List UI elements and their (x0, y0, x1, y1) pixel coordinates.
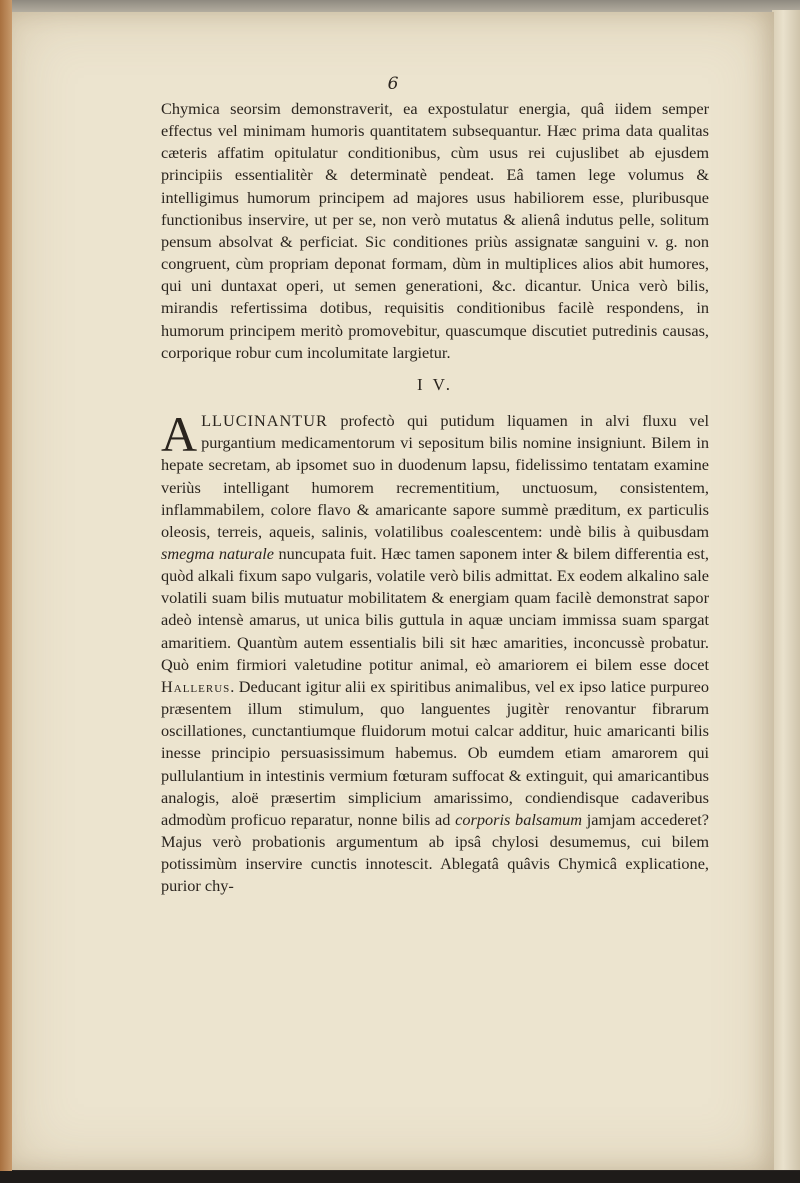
page-text (161, 98, 709, 897)
paragraph-2 (161, 406, 709, 897)
page-sheet (12, 12, 774, 1170)
lead-word: LLUCINANTUR (201, 411, 328, 431)
paragraph-2-part-1: profectò qui putidum liquamen in alvi fluxu vel purgantium medicamentorum vi sepositum bilis nomine insigniunt. Bilem in hepate secretam, ab ipsomet suo in duodenum lapsu, fidelissimo tentatam examine veriùs intelligant humorem recrementitium, unctuosum, consistentem, inflammabilem, colore flavo & amaricante sapore summè præditum, ex particulis oleosis, terreis, aqueis, salinis, volatilibus coalescentem: undè bilis à quibusdam (161, 411, 709, 541)
paragraph-2-part-2: nuncupata fuit. Hæc tamen saponem inter & bilem differentia est, quòd alkali fixum sapo vulgaris, volatile verò bilis admittat. Ex eodem alkalino sale volatili suam bilis mutuatur mobilitatem & energiam quam facilè demonstrat sapor adeò intensè amarus, ut unica bilis guttula in aquæ unciam immissa suam spargat amaritiem. Quantùm autem essentialis bili sit hæc amarities, inconcussè probatur. Quò enim firmiori valetudine potitur animal, eò amariorem ei bilem esse docet (161, 543, 709, 674)
author-name: Hallerus (161, 676, 231, 696)
book-bottom-edge (0, 1171, 800, 1183)
book-spine-edge (0, 0, 12, 1183)
italic-term-balsamum: corporis balsamum (455, 809, 582, 829)
page-stack-edge (772, 10, 800, 1170)
section-heading: I V. (417, 374, 453, 394)
paragraph-2-part-4: jamjam accederet? Majus verò probationis argumentum ab ipsâ chylosi desumemus, cui bilem potissimùm inservire cunctis innotescit. Ablegatâ quâvis Chymicâ explicatione, purior chy- (161, 809, 709, 896)
paragraph-2-part-3: . Deducant igitur alii ex spiritibus animalibus, vel ex ipso latice purpureo præsentem illum stimulum, quo languentes jugitèr renovantur fibrarum oscillationes, cunctantiumque fluidorum motui calcar additur, huic amaricanti bilis inesse principio persuasissimum habemus. Ob eumdem etiam amarorem qui pullulantium in intestinis vermium fœturam suffocat & extinguit, qui amaricantibus analogis, aloë præsertim simplicium amarissimo, condiendisque cadaveribus admodùm proficuo reparatur, nonne bilis ad (161, 676, 709, 829)
paragraph-1: Chymica seorsim demonstraverit, ea expostulatur energia, quâ iidem semper effectus vel minimam humoris quantitatem subsequantur. Hæc prima data qualitas cæteris affatim opitulatur conditionibus, cùm usus rei cujuslibet ab ejusdem principiis essentialitèr & determinatè pendeat. Eâ tamen lege volumus & intelligimus humorum principem ad majores usus habiliorem esse, pluribusque functionibus inservire, ut per se, non verò mutatus & alienâ indutus pelle, solitum pensum absolvat & perficiat. Sic conditiones priùs assignatæ sanguini v. g. non congruent, cùm propriam deponat formam, dùm in multiplices alios abit humores, qui uni duntaxat operi, ut semen generationi, &c. dicantur. Unica verò bilis, mirandis refertissima dotibus, requisitis conditionibus facilè respondens, in humorum principem meritò promovebitur, quascumque discutiet putredinis causas, corporique robur cum incolumitate largietur. (161, 99, 709, 362)
italic-term-smegma: smegma naturale (161, 543, 274, 563)
page-number: 6 (387, 74, 399, 94)
drop-cap: A (161, 406, 198, 463)
